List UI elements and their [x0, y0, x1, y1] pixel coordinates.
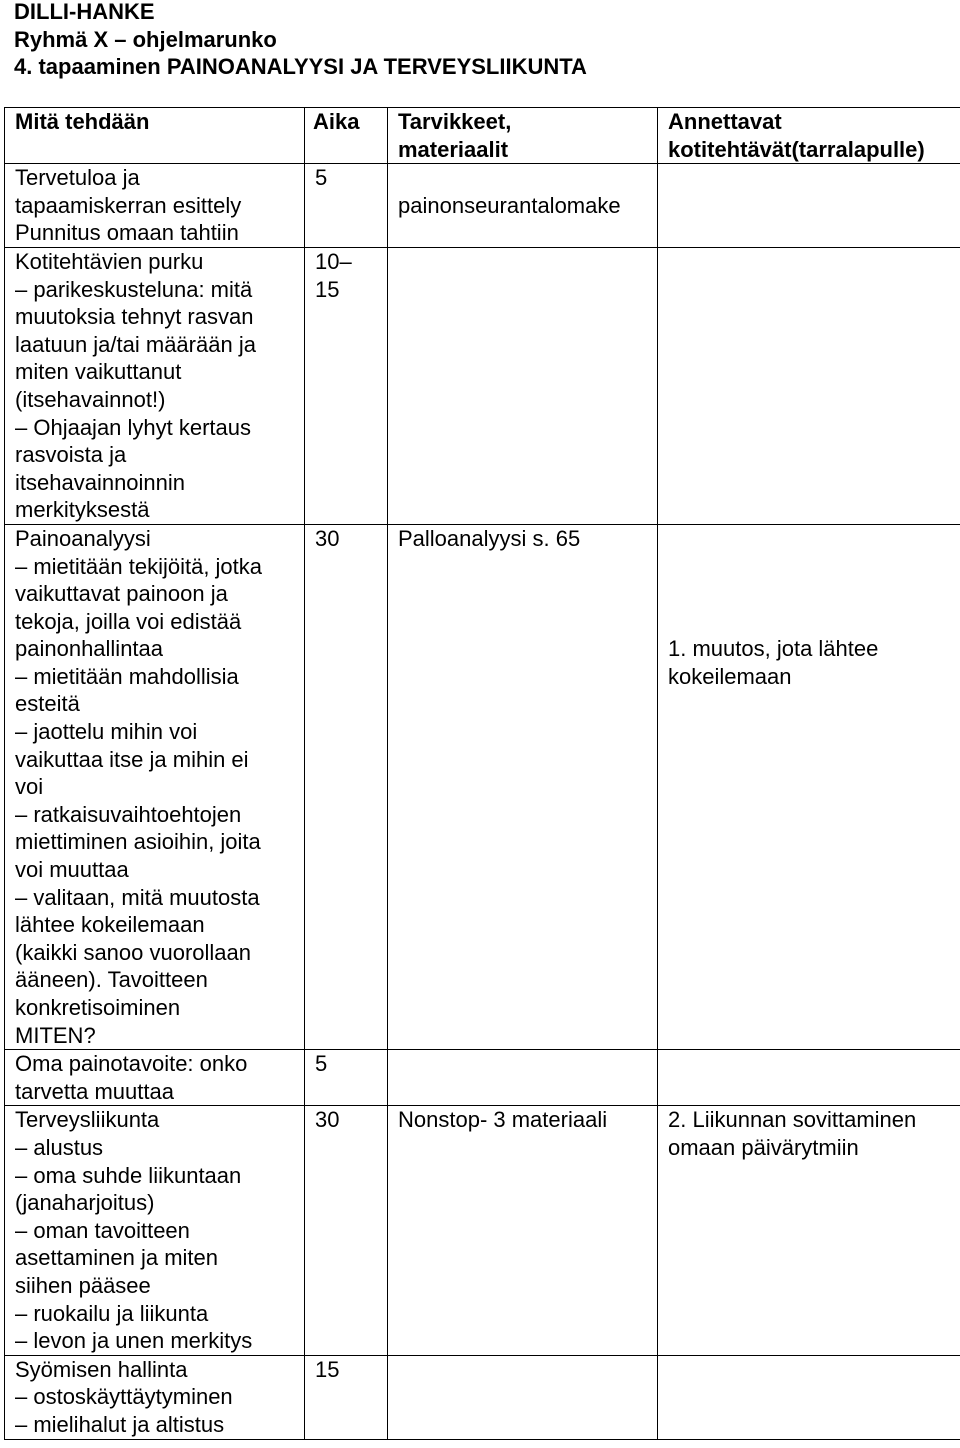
activity-cell-line: – parikeskusteluna: mitä: [15, 276, 253, 302]
material-cell: [388, 1050, 658, 1106]
time-cell-line: 30: [315, 525, 340, 551]
time-cell: [305, 524, 388, 1049]
activity-cell-line: vaikuttavat painoon ja: [15, 581, 228, 607]
homework-cell-line: [668, 580, 960, 608]
activity-cell-line: laatuun ja/tai määrään ja: [15, 331, 256, 357]
time-cell-line: 10–: [315, 248, 352, 274]
activity-cell-line: – levon ja unen merkitys: [15, 1328, 253, 1354]
activity-cell-line: tekoja, joilla voi edistää: [15, 608, 242, 634]
time-cell-line: 5: [315, 165, 328, 191]
activity-cell-line: – ruokailu ja liikunta: [15, 1300, 209, 1326]
activity-cell-line: – mietitään tekijöitä, jotka: [15, 553, 263, 579]
homework-cell-line: 1. muutos, jota lähtee: [668, 636, 879, 662]
activity-cell-line: – ostoskäyttäytyminen: [15, 1384, 233, 1410]
activity-cell-line: – mietitään mahdollisia: [15, 663, 239, 689]
session-title: 4. tapaaminen PAINOANALYYSI JA TERVEYSLIIKUNTA: [14, 54, 587, 79]
table-row: [5, 524, 960, 1049]
activity-cell-line: (janaharjoitus): [15, 1190, 155, 1216]
activity-cell-line: muutoksia tehnyt rasvan: [15, 304, 254, 330]
column-header-materials: Tarvikkeet, materiaalit: [388, 108, 658, 164]
homework-cell-line: omaan päivärytmiin: [668, 1134, 859, 1160]
activity-cell-line: Tervetuloa ja: [15, 165, 140, 191]
program-title: Ryhmä X – ohjelmarunko: [14, 26, 277, 52]
time-cell-line: 5: [315, 1051, 328, 1077]
column-header-time: Aika: [305, 108, 388, 164]
time-cell-line: 30: [315, 1107, 340, 1133]
activity-cell-line: – ratkaisuvaihtoehtojen: [15, 801, 242, 827]
time-cell: [305, 164, 388, 248]
activity-cell-line: – alustus: [15, 1134, 104, 1160]
activity-cell-line: siihen pääsee: [15, 1272, 151, 1298]
activity-cell-line: painonhallintaa: [15, 636, 164, 662]
activity-cell-line: Oma painotavoite: onko: [15, 1051, 248, 1077]
activity-cell-line: – mielihalut ja altistus: [15, 1411, 225, 1437]
activity-cell: [5, 164, 305, 248]
homework-cell-line: kokeilemaan: [668, 663, 792, 689]
activity-cell-line: itsehavainnoinnin: [15, 469, 186, 495]
activity-cell: [5, 1355, 305, 1439]
material-cell: [388, 1106, 658, 1355]
time-cell: [305, 247, 388, 524]
material-cell-line: Nonstop- 3 materiaali: [398, 1107, 608, 1133]
activity-cell-line: ääneen). Tavoitteen: [15, 967, 208, 993]
homework-cell: [658, 524, 960, 1049]
activity-cell-line: Terveysliikunta: [15, 1107, 160, 1133]
material-cell: [388, 1355, 658, 1439]
activity-cell-line: – valitaan, mitä muutosta: [15, 884, 260, 910]
activity-cell-line: MITEN?: [15, 1022, 96, 1048]
activity-cell-line: (itsehavainnot!): [15, 386, 166, 412]
column-header-what: Mitä tehdään: [5, 108, 305, 164]
material-cell: [388, 164, 658, 248]
time-cell: [305, 1355, 388, 1439]
homework-cell-line: [668, 553, 960, 581]
activity-cell-line: miettiminen asioihin, joita: [15, 829, 261, 855]
time-cell: [305, 1106, 388, 1355]
activity-cell-line: tapaamiskerran esittely: [15, 192, 242, 218]
material-cell-line: painonseurantalomake: [398, 192, 621, 218]
program-table: [4, 107, 960, 1440]
activity-cell-line: – Ohjaajan lyhyt kertaus: [15, 414, 252, 440]
homework-cell: [658, 1050, 960, 1106]
activity-cell-line: (kaikki sanoo vuorollaan: [15, 939, 252, 965]
material-cell-line: Palloanalyysi s. 65: [398, 525, 581, 551]
table-row: [5, 247, 960, 524]
table-row: [5, 1050, 960, 1106]
activity-cell-line: asettaminen ja miten: [15, 1245, 218, 1271]
activity-cell: [5, 524, 305, 1049]
homework-cell: [658, 164, 960, 248]
homework-cell-line: 2. Liikunnan sovittaminen: [668, 1107, 917, 1133]
material-cell: [388, 247, 658, 524]
activity-cell-line: merkityksestä: [15, 497, 150, 523]
activity-cell-line: Painoanalyysi: [15, 525, 151, 551]
homework-cell: [658, 1106, 960, 1355]
activity-cell-line: voi: [15, 774, 44, 800]
time-cell: [305, 1050, 388, 1106]
activity-cell: [5, 1106, 305, 1355]
activity-cell-line: Kotitehtävien purku: [15, 248, 204, 274]
activity-cell-line: rasvoista ja: [15, 442, 127, 468]
activity-cell-line: – jaottelu mihin voi: [15, 719, 198, 745]
time-cell-line: 15: [315, 1356, 340, 1382]
activity-cell-line: miten vaikuttanut: [15, 359, 182, 385]
activity-cell-line: – oman tavoitteen: [15, 1217, 190, 1243]
activity-cell-line: esteitä: [15, 691, 80, 717]
homework-cell-line: [668, 608, 960, 636]
material-cell-line: [398, 164, 657, 192]
homework-cell: [658, 247, 960, 524]
table-row: [5, 164, 960, 248]
activity-cell: [5, 247, 305, 524]
homework-cell: [658, 1355, 960, 1439]
time-cell-line: 15: [315, 276, 340, 302]
activity-cell-line: konkretisoiminen: [15, 995, 181, 1020]
column-header-homework: Annettavat kotitehtävät(tarralapulle): [658, 108, 960, 164]
activity-cell-line: Syömisen hallinta: [15, 1356, 188, 1382]
activity-cell: [5, 1050, 305, 1106]
activity-cell-line: vaikuttaa itse ja mihin ei: [15, 746, 249, 772]
project-title: DILLI-HANKE: [14, 0, 155, 24]
material-cell: [388, 524, 658, 1049]
table-row: [5, 1106, 960, 1355]
activity-cell-line: voi muuttaa: [15, 857, 129, 883]
table-row: [5, 1355, 960, 1439]
activity-cell-line: – oma suhde liikuntaan: [15, 1162, 242, 1188]
activity-cell-line: lähtee kokeilemaan: [15, 912, 205, 938]
activity-cell-line: tarvetta muuttaa: [15, 1078, 174, 1104]
table-header-row: [5, 108, 960, 164]
activity-cell-line: Punnitus omaan tahtiin: [15, 220, 239, 246]
document-header: [14, 0, 587, 81]
homework-cell-line: [668, 525, 960, 553]
